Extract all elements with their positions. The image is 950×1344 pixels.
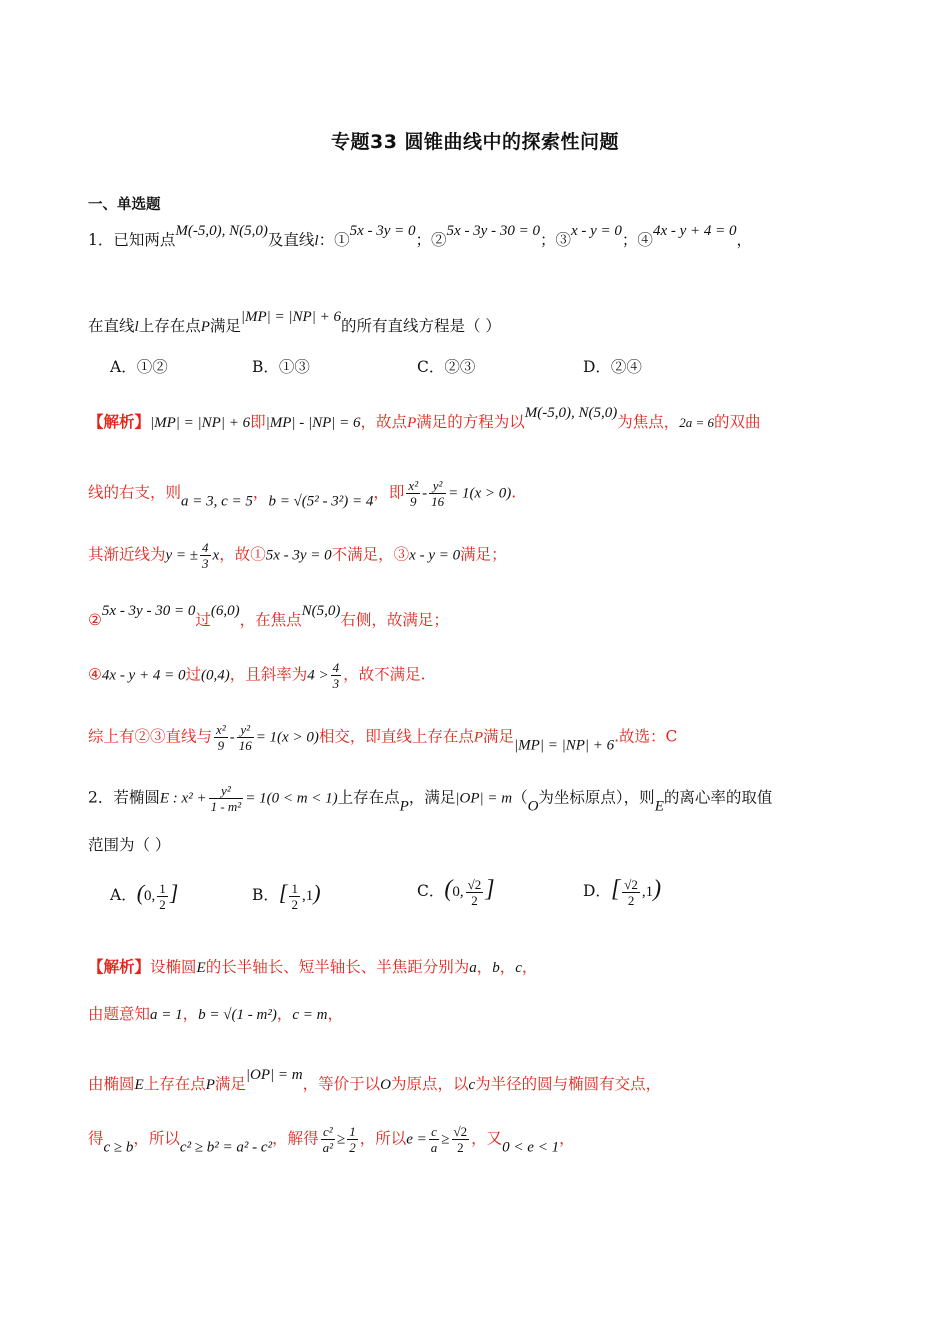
math: 0 < e < 1 bbox=[502, 1139, 560, 1156]
q2-e-math: E bbox=[654, 798, 664, 815]
q2-option-c[interactable]: C．(0, $\frac{√2}{2}$ ] bbox=[417, 876, 495, 908]
math: c bbox=[468, 1077, 476, 1093]
fraction: $\frac{1}{2}$ bbox=[159, 880, 166, 912]
text: ， bbox=[476, 958, 493, 976]
math: M(-5,0), N(5,0) bbox=[524, 405, 618, 421]
text: ，故点 bbox=[360, 413, 408, 431]
math: ≥ bbox=[337, 1131, 346, 1148]
q1-text: ；③ bbox=[539, 231, 571, 249]
q2-solution-line3 bbox=[88, 1064, 864, 1096]
text: 满足的方程为以 bbox=[416, 413, 525, 431]
q1-solution-line3 bbox=[88, 540, 864, 571]
text: ， bbox=[252, 483, 269, 502]
math: E bbox=[196, 960, 206, 976]
q2-origin-math: O bbox=[527, 798, 539, 815]
math: (0,4) bbox=[200, 667, 230, 684]
text: ， bbox=[182, 1005, 199, 1023]
text: 由题意知 bbox=[88, 1005, 151, 1023]
text: ，且斜率为 bbox=[229, 665, 308, 684]
q1-solution-line2 bbox=[88, 478, 864, 513]
math: b bbox=[492, 960, 500, 976]
text: 得 bbox=[88, 1129, 104, 1148]
text: 为焦点， bbox=[617, 413, 680, 431]
solution-tag: 【解析】 bbox=[88, 957, 151, 976]
q1-eq4-math: 4x - y + 4 = 0 bbox=[652, 223, 737, 239]
math: N(5,0) bbox=[301, 603, 341, 619]
math: c = m bbox=[292, 1007, 328, 1023]
text: ， bbox=[499, 958, 516, 976]
q2-ellipse-math: E : x² + bbox=[159, 790, 207, 807]
fraction: $\frac{\text{x²}}{9}$ bbox=[408, 478, 419, 509]
math: 0, bbox=[452, 884, 464, 900]
text: ，等价于以 bbox=[302, 1075, 381, 1093]
text: ，故① bbox=[219, 545, 266, 564]
math: 4 > bbox=[307, 667, 329, 684]
math: b = √(5² - 3²) = 4 bbox=[268, 493, 374, 510]
math: a = 3, c = 5 bbox=[181, 493, 253, 510]
q1-text: 已知两点 bbox=[113, 231, 176, 249]
fraction: $\frac{1}{2}$ bbox=[349, 1124, 356, 1155]
text: 不满足，③ bbox=[331, 545, 410, 564]
math: P bbox=[407, 415, 417, 431]
text: 其渐近线为 bbox=[88, 545, 166, 564]
fraction: $\frac{\text{c²}}{\text{a²}}$ bbox=[322, 1124, 333, 1155]
q1-option-d[interactable]: D．②④ bbox=[583, 358, 642, 376]
math: P bbox=[205, 1077, 215, 1093]
math: a bbox=[469, 960, 477, 976]
q1-option-b[interactable]: B．①③ bbox=[252, 358, 310, 376]
text: ， bbox=[521, 958, 538, 976]
q1-stem-line1 bbox=[88, 220, 864, 252]
q2-solution-line1 bbox=[88, 956, 864, 979]
math: |OP| = m bbox=[245, 1067, 303, 1083]
text: 右侧，故满足； bbox=[340, 611, 449, 629]
q2-stem-line1 bbox=[88, 783, 864, 818]
math: 5x - 3y = 0 bbox=[265, 547, 332, 564]
text: ，又 bbox=[471, 1129, 503, 1148]
fraction: $\frac{\text{x²}}{9}$ bbox=[216, 722, 226, 753]
text: 即 bbox=[250, 413, 266, 431]
q2-text: （ bbox=[512, 788, 528, 807]
text: 线的右支，则 bbox=[88, 483, 182, 502]
text: 为半径的圆与椭圆有交点， bbox=[475, 1075, 662, 1093]
q1-option-c[interactable]: C．②③ bbox=[417, 358, 476, 376]
q1-point-p-math: P bbox=[200, 319, 210, 335]
math: (6,0) bbox=[210, 603, 240, 619]
math: |MP| = |NP| + 6 bbox=[150, 415, 251, 431]
q1-solution-line4 bbox=[88, 600, 864, 631]
q2-option-b[interactable]: B．[ $\frac{1}{2}$ ,1) bbox=[252, 880, 321, 912]
section-heading: 一、单选题 bbox=[88, 197, 161, 213]
q1-line-l-math: l bbox=[314, 233, 319, 249]
q1-solution-line5 bbox=[88, 660, 864, 691]
math: 0, bbox=[144, 888, 156, 904]
q1-text: ；② bbox=[415, 231, 447, 249]
text: 相交，即直线上存在点 bbox=[318, 727, 474, 746]
math: = 1(x > 0) bbox=[255, 729, 319, 746]
q1-text: 上存在点 bbox=[138, 317, 201, 335]
text: 过 bbox=[195, 611, 211, 629]
solution-tag: 【解析】 bbox=[88, 412, 151, 431]
option-label: B． bbox=[252, 886, 279, 904]
option-label: A． bbox=[110, 886, 137, 904]
q2-text: 的离心率的取值 bbox=[663, 788, 773, 807]
option-label: D． bbox=[583, 882, 611, 900]
q1-eq1-math: 5x - 3y = 0 bbox=[349, 223, 416, 239]
math: 5x - 3y - 30 = 0 bbox=[101, 603, 196, 619]
q1-number: 1． bbox=[88, 231, 114, 249]
answer-text: .故选：C bbox=[614, 727, 678, 746]
math: x bbox=[212, 547, 220, 564]
text: ，所以 bbox=[359, 1129, 407, 1148]
fraction: $\frac{\text{y²}}{\text{1 - m²}}$ bbox=[210, 783, 242, 814]
text: 满足； bbox=[460, 545, 507, 564]
text: 设椭圆 bbox=[150, 958, 197, 976]
text: 上存在点 bbox=[143, 1075, 206, 1093]
q1-line-l-math: l bbox=[134, 319, 139, 335]
text: ，所以 bbox=[133, 1129, 180, 1148]
q1-eq2-math: 5x - 3y - 30 = 0 bbox=[446, 223, 540, 239]
q2-option-d[interactable]: D．[ $\frac{√2}{2}$ ,1) bbox=[583, 876, 662, 908]
text: . bbox=[511, 483, 517, 502]
text: ， bbox=[276, 1005, 293, 1023]
math: c² ≥ b² = a² - c² bbox=[179, 1139, 273, 1156]
q1-option-a[interactable]: A．①② bbox=[110, 358, 168, 376]
q1-solution-line1 bbox=[88, 402, 864, 434]
q2-stem-line2: 范围为（ ） bbox=[88, 836, 171, 854]
math: ,1 bbox=[641, 884, 654, 900]
q2-number: 2． bbox=[88, 788, 114, 807]
math: x - y = 0 bbox=[409, 547, 461, 564]
math: ≥ bbox=[441, 1131, 450, 1148]
fraction: $\frac{\text{y²}}{16}$ bbox=[431, 478, 445, 509]
text: ，故不满足. bbox=[343, 665, 426, 684]
fraction: $\frac{√2}{2}$ bbox=[467, 876, 482, 908]
fraction: $\frac{1}{2}$ bbox=[291, 880, 298, 912]
q1-text: ；④ bbox=[621, 231, 653, 249]
q2-text: 若椭圆 bbox=[113, 788, 160, 807]
page-title: 专题33 圆锥曲线中的探索性问题 bbox=[330, 131, 620, 153]
math: b = √(1 - m²) bbox=[198, 1007, 277, 1023]
q2-solution-line2 bbox=[88, 1003, 864, 1026]
math: a = 1 bbox=[150, 1007, 183, 1023]
q1-text: 在直线 bbox=[88, 317, 135, 335]
q1-points-math: M(-5,0), N(5,0) bbox=[175, 223, 268, 239]
q2-text: 上存在点 bbox=[337, 788, 400, 807]
q2-point-p-math: P bbox=[399, 798, 409, 815]
math: y = ± bbox=[165, 547, 199, 564]
text: ，解得 bbox=[272, 1129, 319, 1148]
math: 2a = 6 bbox=[679, 415, 715, 430]
q1-text: 满足 bbox=[209, 317, 241, 335]
q1-text: ：① bbox=[318, 231, 350, 249]
fraction: $\frac{c}{a}$ bbox=[430, 1124, 438, 1155]
text: 的长半轴长、短半轴长、半焦距分别为 bbox=[205, 958, 470, 976]
q1-stem-line2 bbox=[88, 306, 864, 338]
fraction: $\frac{4}{3}$ bbox=[202, 540, 209, 571]
q2-condition-math: |OP| = m bbox=[455, 790, 513, 807]
option-label: C． bbox=[417, 882, 445, 900]
q1-text: ， bbox=[736, 231, 753, 249]
math: e = bbox=[406, 1131, 427, 1148]
text: ② bbox=[88, 611, 102, 629]
math: |MP| = |NP| + 6 bbox=[514, 737, 615, 754]
math: c ≥ b bbox=[103, 1139, 134, 1156]
text: ，在焦点 bbox=[239, 611, 302, 629]
math: P bbox=[473, 729, 484, 746]
text: ， bbox=[327, 1005, 343, 1023]
math: 4x - y + 4 = 0 bbox=[101, 667, 186, 684]
text: ，即 bbox=[373, 483, 405, 502]
text: 为原点，以 bbox=[390, 1075, 469, 1093]
fraction: $\frac{4}{3}$ bbox=[332, 660, 340, 691]
text: 过 bbox=[185, 665, 201, 684]
math: c bbox=[515, 960, 522, 976]
fraction: $\frac{√2}{2}$ bbox=[453, 1124, 468, 1155]
text: 满足 bbox=[214, 1075, 246, 1093]
text: ， bbox=[559, 1129, 575, 1148]
text: 满足 bbox=[483, 727, 515, 746]
math: ,1 bbox=[301, 888, 314, 904]
math: - bbox=[229, 729, 235, 746]
q2-text: ，满足 bbox=[408, 788, 456, 807]
q2-text: 为坐标原点），则 bbox=[538, 788, 655, 807]
q1-text: 及直线 bbox=[267, 231, 315, 249]
q1-solution-line6 bbox=[88, 722, 864, 757]
math: - bbox=[422, 485, 428, 502]
fraction: $\frac{\text{y²}}{16}$ bbox=[238, 722, 252, 753]
q1-condition-math: |MP| = |NP| + 6 bbox=[240, 309, 341, 325]
math: |MP| - |NP| = 6 bbox=[265, 415, 361, 431]
q2-option-a[interactable]: A．(0, $\frac{1}{2}$ ] bbox=[110, 880, 179, 912]
q1-text: 的所有直线方程是（ ） bbox=[340, 317, 501, 335]
text: ④ bbox=[88, 665, 102, 684]
text: 由椭圆 bbox=[88, 1075, 135, 1093]
fraction: $\frac{√2}{2}$ bbox=[624, 876, 638, 908]
text: 综上有②③直线与 bbox=[88, 727, 213, 746]
q2-solution-line4 bbox=[88, 1124, 864, 1159]
text: 的双曲 bbox=[714, 413, 761, 431]
q2-ellipse-math: = 1(0 < m < 1) bbox=[245, 790, 338, 807]
math: = 1(x > 0) bbox=[448, 485, 512, 502]
math: E bbox=[134, 1077, 144, 1093]
q1-eq3-math: x - y = 0 bbox=[570, 223, 622, 239]
math: O bbox=[380, 1077, 391, 1093]
